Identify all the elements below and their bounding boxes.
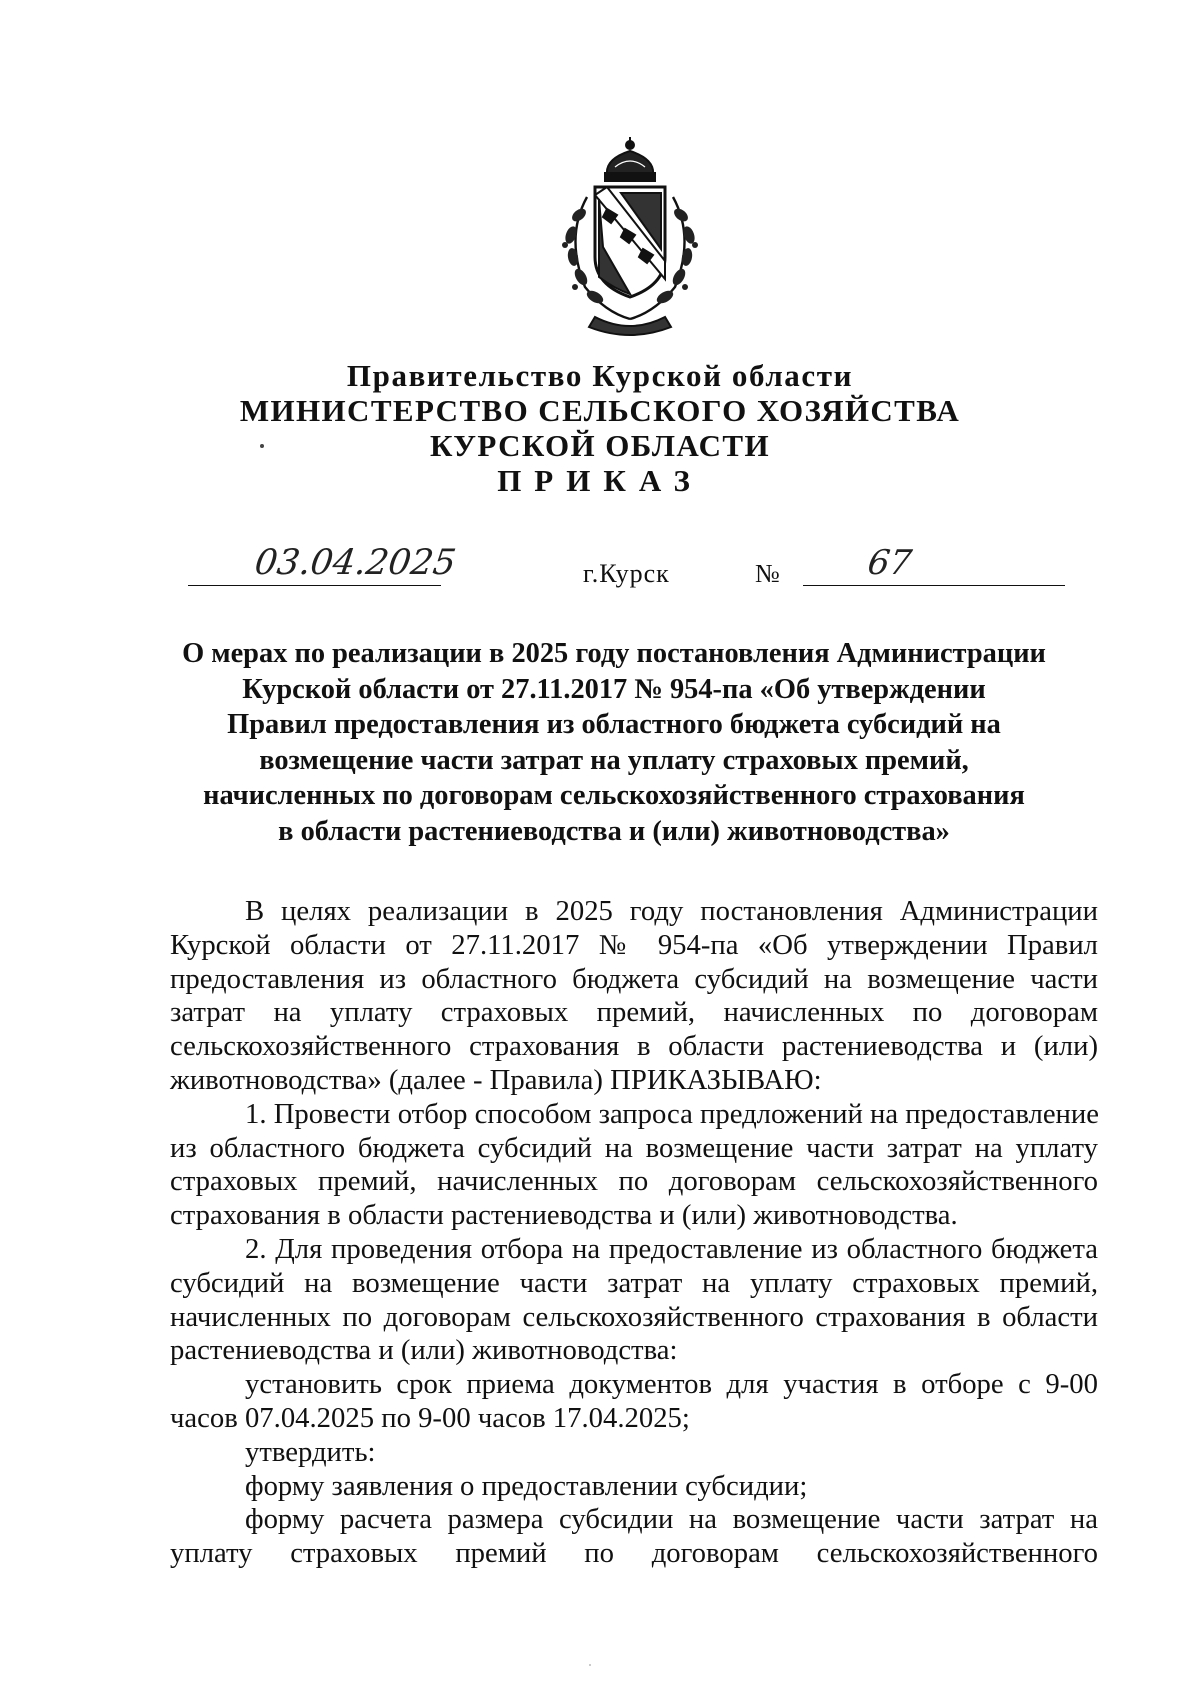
body-line: страховых премий, начисленных по договорам сельскохозяйственного (170, 1165, 1098, 1198)
subject-line: О мерах по реализации в 2025 году постановления Администрации (182, 638, 1046, 669)
subject-line: Правил предоставления из областного бюджета субсидий на (227, 709, 1001, 740)
body-line: утвердить: (245, 1435, 376, 1468)
body-line: начисленных по договорам сельскохозяйственного страхования в области (170, 1300, 1098, 1333)
order-number: 67 (865, 543, 915, 583)
subject-line: Курской области от 27.11.2017 № 954-па «Об утверждении (242, 673, 986, 705)
body-line: затрат на уплату страховых премий, начисленных по договорам (170, 996, 1098, 1029)
body-line: уплату страховых премий по договорам сельскохозяйственного (170, 1537, 1098, 1570)
body-line: из областного бюджета субсидий на возмещение части затрат на уплату (170, 1131, 1098, 1164)
body-line: 2. Для проведения отбора на предоставление из областного бюджета (245, 1232, 1098, 1265)
body-line: сельскохозяйственного страхования в области растениеводства и (или) (170, 1030, 1098, 1063)
body-line: В целях реализации в 2025 году постановления Администрации (245, 895, 1098, 927)
document-type-title: ПРИКАЗ (497, 463, 703, 498)
region-title: КУРСКОЙ ОБЛАСТИ (430, 428, 770, 463)
body-line: Курской области от 27.11.2017 № 954-па «Об утверждении Правил (170, 928, 1098, 961)
order-date: 03.04.2025 (252, 543, 459, 583)
number-sign: № (755, 559, 780, 588)
body-line: страхования в области растениеводства и (или) животноводства. (170, 1199, 958, 1232)
body-line: растениеводства и (или) животноводства: (170, 1334, 678, 1367)
body-line: установить срок приема документов для участия в отборе с 9-00 (245, 1368, 1098, 1401)
subject-line: в области растениеводства и (или) животноводства» (278, 815, 950, 847)
ministry-title: МИНИСТЕРСТВО СЕЛЬСКОГО ХОЗЯЙСТВА (239, 393, 961, 428)
body-line: предоставления из областного бюджета субсидий на возмещение части (170, 962, 1098, 995)
body-line: форму расчета размера субсидии на возмещение части затрат на (245, 1503, 1098, 1536)
body-line: форму заявления о предоставлении субсидии; (245, 1469, 808, 1502)
body-line: животноводства» (далее - Правила) ПРИКАЗЫВАЮ: (170, 1063, 822, 1096)
body-line: 1. Провести отбор способом запроса предложений на предоставление (245, 1097, 1099, 1130)
body-line: часов 07.04.2025 по 9-00 часов 17.04.2025; (170, 1401, 690, 1434)
body-line: субсидий на возмещение части затрат на уплату страховых премий, (170, 1266, 1098, 1299)
subject-line: возмещение части затрат на уплату страховых премий, (259, 744, 969, 776)
subject-line: начисленных по договорам сельскохозяйственного страхования (203, 780, 1025, 811)
city-label: г.Курск (583, 559, 670, 588)
government-title: Правительство Курской области (346, 358, 854, 393)
